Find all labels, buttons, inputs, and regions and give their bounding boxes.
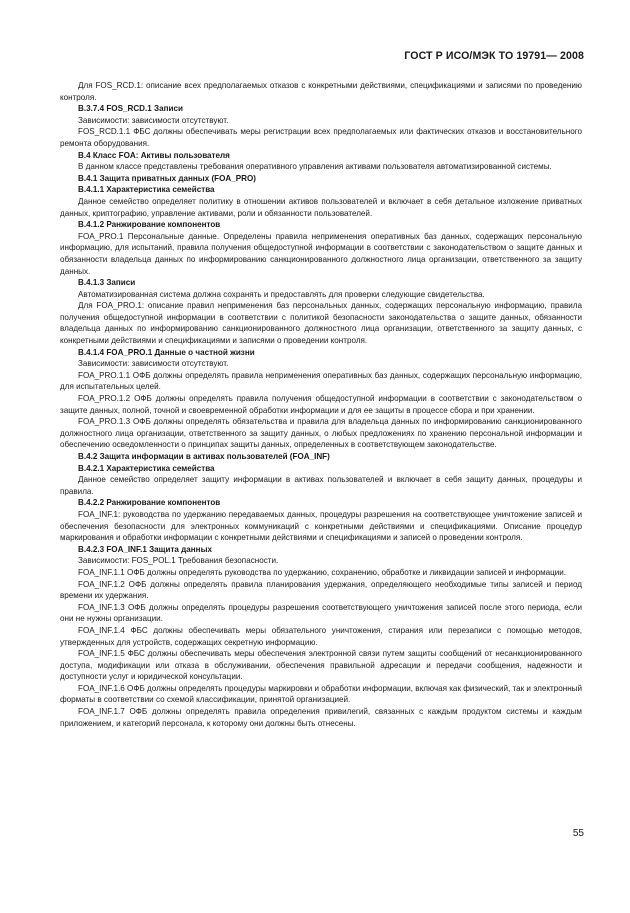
paragraph: Зависимости: зависимости отсутствуют.	[78, 115, 229, 125]
paragraph: FOS_RCD.1.1 ФБС должны обеспечивать меры регистрации всех предполагаемых или фактических отказов и восстановительного ремонта оборудования.	[60, 127, 582, 148]
paragraph: FOA_INF.1.7 ОФБ должны определять правила определения привилегий, связанных с каждым продуктом системы и каждым приложением, и категорий персонала, к которому они должны быть отнесены.	[60, 707, 582, 728]
section-heading: В.4.2.1 Характеристика семейства	[78, 463, 215, 473]
section-heading: В.4.1.3 Записи	[78, 278, 136, 288]
section-heading: В.4.2 Защита информации в активах пользователей (FOA_INF)	[78, 452, 330, 461]
paragraph: FOA_INF.1.3 ОФБ должны определять процедуры разрешения соответствующего уничтожения записей после этого периода, если они не нужны организации.	[60, 602, 582, 624]
paragraph: Данное семейство определяет политику в отношении активов пользователей и включает в себя детальное изложение приватных данных, криптографию, управление активами, роли и обязанности пользователей.	[60, 196, 582, 218]
section-heading: В.3.7.4 FOS_RCD.1 Записи	[78, 104, 183, 114]
paragraph: В данном классе представлены требования оперативного управления активами пользователя автоматизированной системы.	[78, 162, 552, 172]
paragraph: FOA_PRO.1.2 ОФБ должны определять правила получения общедоступной информации в соответствии с законодательством о защите данных, полной, точной и своевременной обработки информации и для ее защиты в процессе сбора и при хранении.	[60, 394, 582, 415]
paragraph: Для FOS_RCD.1: описание всех предполагаемых отказов с конкретными действиями, спецификациями и записями по проведению контроля.	[60, 81, 582, 102]
paragraph: FOA_PRO.1.1 ОФБ должны определять правила неприменения оперативных баз данных, содержащих персональную информацию, для испытательных целей.	[60, 370, 582, 392]
paragraph: Данное семейство определяет защиту информации в активах пользователей и включает в себя защиту данных, процедуры и правила.	[60, 475, 582, 496]
paragraph: FOA_PRO.1 Персональные данные. Определены правила неприменения оперативных баз данных, содержащих персональную информацию, для испытаний, правила получения общедоступной информации в соответствии с законодательством о защите данных и обязанности владельца данных по информированию санкционированного должностного лица организации, ответственного за защиту данных.	[60, 231, 582, 276]
section-heading: В.4.2.3 FOA_INF.1 Защита данных	[78, 544, 212, 554]
section-heading: В.4.1.1 Характеристика семейства	[78, 185, 215, 195]
paragraph: FOA_INF.1.2 ОФБ должны определять правила планирования удержания, определяющего необходимые типы записей и период времени их удержания.	[60, 579, 582, 601]
section-heading: В.4.1 Защита приватных данных (FOA_PRO)	[78, 173, 256, 183]
section-heading: В.4 Класс FOA: Активы пользователя	[78, 150, 230, 160]
paragraph: FOA_INF.1.1 ОФБ должны определять руководства по удержанию, сохранению, обработке и ликвидации записей и информации.	[78, 567, 567, 577]
paragraph: Автоматизированная система должна сохранять и предоставлять для проверки следующие свидетельства.	[78, 289, 485, 299]
document-body	[60, 80, 582, 729]
paragraph: FOA_INF.1.6 ОФБ должны определять процедуры маркировки и обработки информации, включая как физический, так и электронный форматы в соответствии со схемой классификации, принятой организацией.	[60, 683, 582, 705]
section-heading: В.4.1.2 Ранжирование компонентов	[78, 220, 221, 230]
paragraph: FOA_INF.1.5 ФБС должны обеспечивать меры обеспечения электронной связи путем защиты сообщений от несанкционированного доступа, модификации или отказа в обслуживании, обеспечения правильной адресации и передачи сообщения, надежности и доступности услуг и юридической консультации.	[60, 649, 582, 682]
paragraph: FOA_PRO.1.3 ОФБ должны определять обязательства и правила для владельца данных по информированию санкционированного должностного лица организации, ответственного за защиту данных, о любых предложениях по хранению персональной информации и обеспечению осведомленности о принципах защиты данных, определенных в соответствующем законодательстве.	[60, 417, 582, 450]
section-heading: В.4.2.2 Ранжирование компонентов	[78, 498, 221, 508]
page-number: 55	[572, 828, 584, 839]
paragraph: Зависимости: зависимости отсутствуют.	[78, 359, 229, 369]
paragraph: FOA_INF.1.4 ФБС должны обеспечивать меры обязательного уничтожения, стирания или перезаписи с помощью методов, утвержденных для устройств, содержащих секретную информацию.	[60, 625, 582, 647]
paragraph: FOA_INF.1: руководства по удержанию передаваемых данных, процедуры разрешения на соответствующее уничтожение записей и обеспечения безопасности для электронных коммуникаций с конкретными действиями и спецификациями. Описание процедур маркирования и обработки информации с конкретными действиями и спецификациями и записей о проведении контроля.	[60, 509, 582, 543]
document-header: ГОСТ Р ИСО/МЭК ТО 19791— 2008	[404, 50, 584, 62]
paragraph: Зависимости: FOS_POL.1 Требования безопасности.	[78, 556, 279, 566]
section-heading: В.4.1.4 FOA_PRO.1 Данные о частной жизни	[78, 347, 255, 357]
paragraph: Для FOA_PRO.1: описание правил неприменения баз персональных данных, содержащих персональную информацию, правила получения общедоступной информации в соответствии с политикой безопасности законодательства о защите данных, обязанности владельца данных по информированию санкционированного должностного лица организации, ответственного за защиту данных, с конкретными действиями и спецификациями и записями о проведении контроля.	[60, 301, 582, 346]
